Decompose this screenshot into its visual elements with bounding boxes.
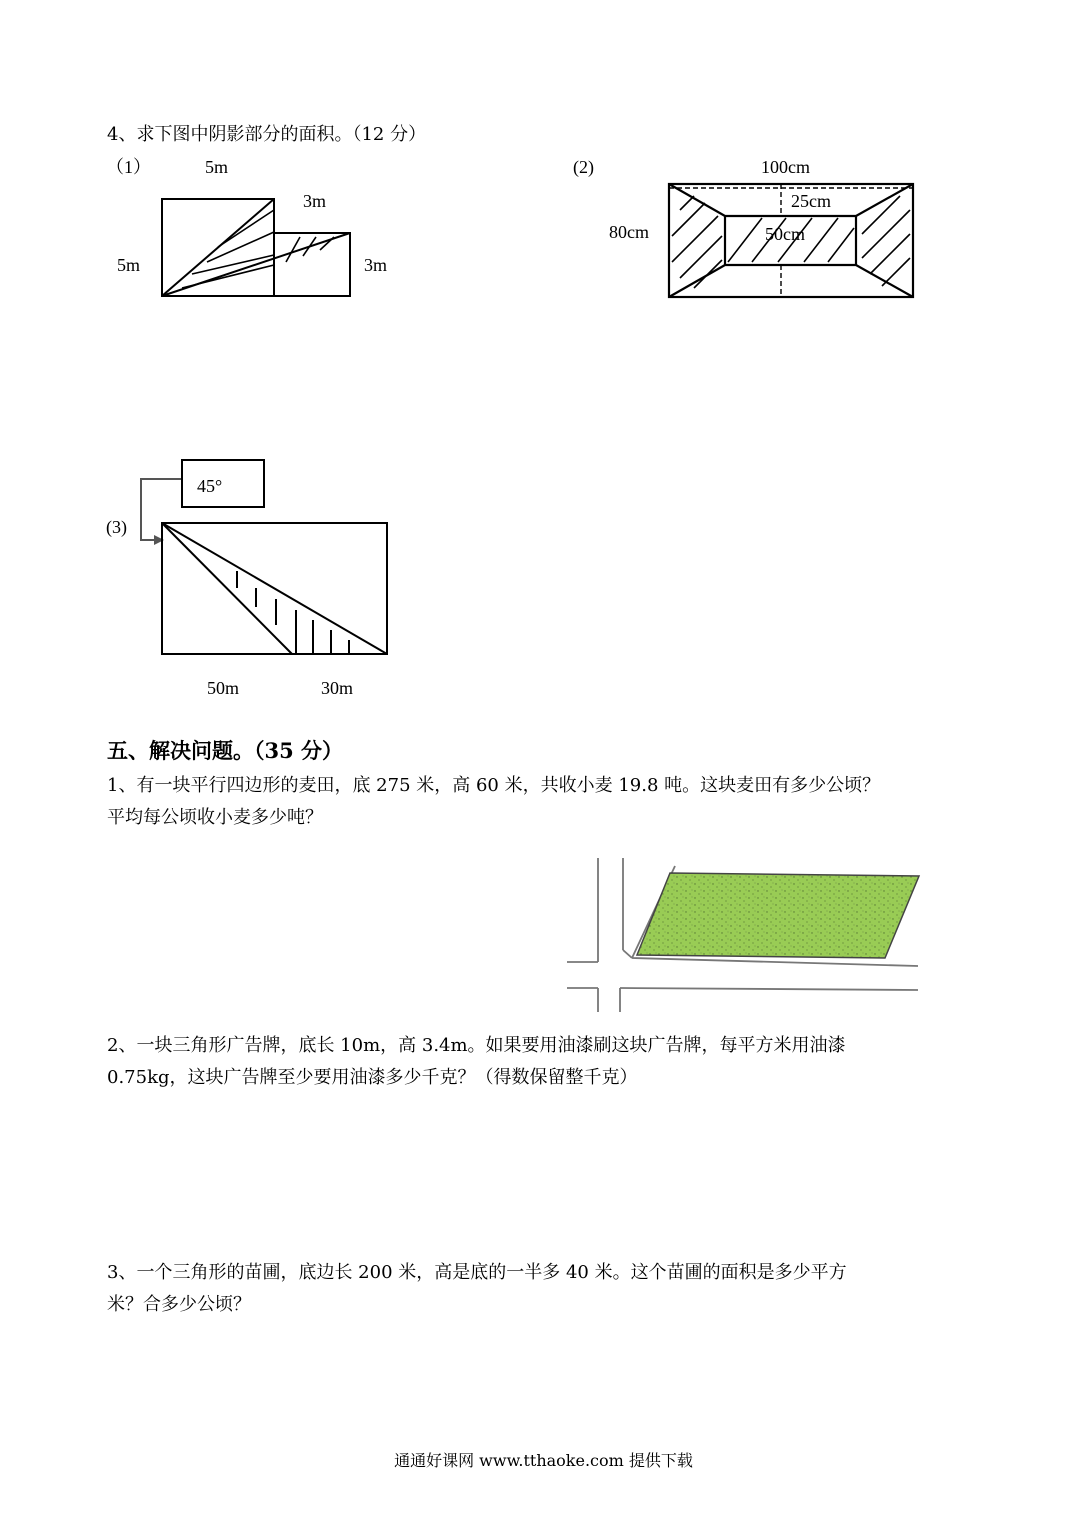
fig3-angle-label: 45°	[197, 476, 223, 496]
fig2-number: (2)	[573, 157, 594, 177]
fig1-left-label: 5m	[117, 255, 141, 275]
fig3-number: (3)	[106, 517, 127, 537]
fig3-base1-label: 50m	[207, 678, 240, 698]
page-footer: 通通好课网 www.tthaoke.com 提供下载	[394, 1451, 693, 1470]
problem3-line1: 3、一个三角形的苗圃，底边长 200 米，高是底的一半多 40 米。这个苗圃的面积是多少平方	[107, 1262, 847, 1283]
fig3-base2-label: 30m	[321, 678, 354, 698]
fig2-inner-length-label: 50cm	[765, 224, 805, 244]
problem1-line2: 平均每公顷收小麦多少吨？	[107, 807, 323, 828]
fig1-small-right-label: 3m	[364, 255, 388, 275]
problem2-line2: 0.75kg，这块广告牌至少要用油漆多少千克？（得数保留整千克）	[107, 1067, 638, 1088]
section5-heading: 五、解决问题。（35 分）	[107, 738, 344, 763]
wheat-field-parallelogram	[637, 873, 919, 958]
problem2-line1: 2、一块三角形广告牌，底长 10m，高 3.4m。如果要用油漆刷这块广告牌，每平方米用油漆	[107, 1035, 846, 1056]
fig1-top-label: 5m	[205, 157, 229, 177]
q4-title: 4、求下图中阴影部分的面积。（12 分）	[107, 124, 427, 145]
fig2-height-label: 80cm	[609, 222, 649, 242]
fig1-small-top-label: 3m	[303, 191, 327, 211]
fig1-number: （1）	[106, 157, 151, 177]
problem3-line2: 米？合多少公顷？	[107, 1294, 251, 1315]
problem1-line1: 1、有一块平行四边形的麦田，底 275 米，高 60 米，共收小麦 19.8 吨。这块麦田有多少公顷？	[107, 775, 881, 796]
fig2-inner-gap-label: 25cm	[791, 191, 831, 211]
fig2-width-label: 100cm	[761, 157, 810, 177]
